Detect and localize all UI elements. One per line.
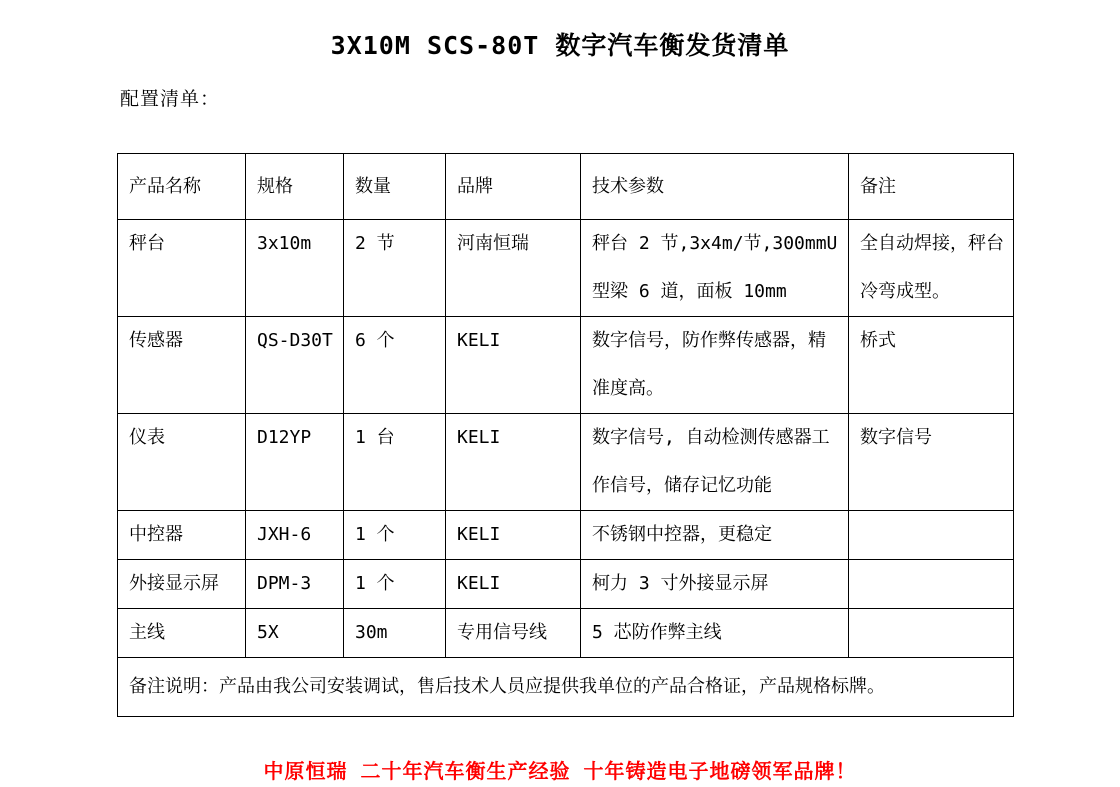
- table-row: [118, 609, 1014, 658]
- table-row: [118, 317, 1014, 414]
- table-body: [118, 220, 1014, 658]
- table-row: [118, 511, 1014, 560]
- col-header-product-name: 产品名称: [118, 154, 246, 220]
- cell-quantity: 1 个: [344, 560, 446, 609]
- cell-remark: [849, 560, 1014, 609]
- col-header-spec: 规格: [246, 154, 344, 220]
- table-header-row: [118, 154, 1014, 220]
- cell-product-name: 秤台: [118, 220, 246, 317]
- cell-tech-params: 数字信号，防作弊传感器，精准度高。: [581, 317, 849, 414]
- document-page: [0, 26, 1120, 787]
- cell-brand: KELI: [446, 317, 581, 414]
- cell-quantity: 1 个: [344, 511, 446, 560]
- brand-slogan: 中原恒瑞 二十年汽车衡生产经验 十年铸造电子地磅领军品牌！: [263, 759, 857, 783]
- cell-spec: D12YP: [246, 414, 344, 511]
- shipping-list-table: [117, 153, 1014, 717]
- cell-remark: 数字信号: [849, 414, 1014, 511]
- config-list-label: 配置清单：: [120, 88, 221, 110]
- cell-brand: 河南恒瑞: [446, 220, 581, 317]
- cell-tech-params: 不锈钢中控器，更稳定: [581, 511, 849, 560]
- cell-product-name: 传感器: [118, 317, 246, 414]
- cell-remark: [849, 609, 1014, 658]
- cell-spec: DPM-3: [246, 560, 344, 609]
- col-header-quantity: 数量: [344, 154, 446, 220]
- cell-tech-params: 柯力 3 寸外接显示屏: [581, 560, 849, 609]
- cell-spec: JXH-6: [246, 511, 344, 560]
- cell-remark: [849, 511, 1014, 560]
- cell-quantity: 2 节: [344, 220, 446, 317]
- cell-quantity: 30m: [344, 609, 446, 658]
- cell-product-name: 主线: [118, 609, 246, 658]
- cell-brand: KELI: [446, 414, 581, 511]
- cell-spec: 5X: [246, 609, 344, 658]
- document-title: 3X10M SCS-80T 数字汽车衡发货清单: [330, 31, 790, 60]
- col-header-brand: 品牌: [446, 154, 581, 220]
- cell-remark: 桥式: [849, 317, 1014, 414]
- cell-quantity: 6 个: [344, 317, 446, 414]
- cell-brand: 专用信号线: [446, 609, 581, 658]
- col-header-remark: 备注: [849, 154, 1014, 220]
- cell-tech-params: 秤台 2 节,3x4m/节,300mmU型梁 6 道，面板 10mm: [581, 220, 849, 317]
- cell-product-name: 仪表: [118, 414, 246, 511]
- table-row: [118, 414, 1014, 511]
- table-footer-row: [118, 658, 1014, 717]
- cell-spec: QS-D30T: [246, 317, 344, 414]
- table-row: [118, 560, 1014, 609]
- table-row: [118, 220, 1014, 317]
- cell-brand: KELI: [446, 560, 581, 609]
- cell-brand: KELI: [446, 511, 581, 560]
- cell-remark: 全自动焊接，秤台冷弯成型。: [849, 220, 1014, 317]
- table-footer-note: 备注说明：产品由我公司安装调试，售后技术人员应提供我单位的产品合格证，产品规格标牌。: [118, 658, 1014, 717]
- cell-product-name: 中控器: [118, 511, 246, 560]
- cell-product-name: 外接显示屏: [118, 560, 246, 609]
- cell-spec: 3x10m: [246, 220, 344, 317]
- col-header-tech-params: 技术参数: [581, 154, 849, 220]
- cell-quantity: 1 台: [344, 414, 446, 511]
- cell-tech-params: 数字信号, 自动检测传感器工作信号，储存记忆功能: [581, 414, 849, 511]
- cell-tech-params: 5 芯防作弊主线: [581, 609, 849, 658]
